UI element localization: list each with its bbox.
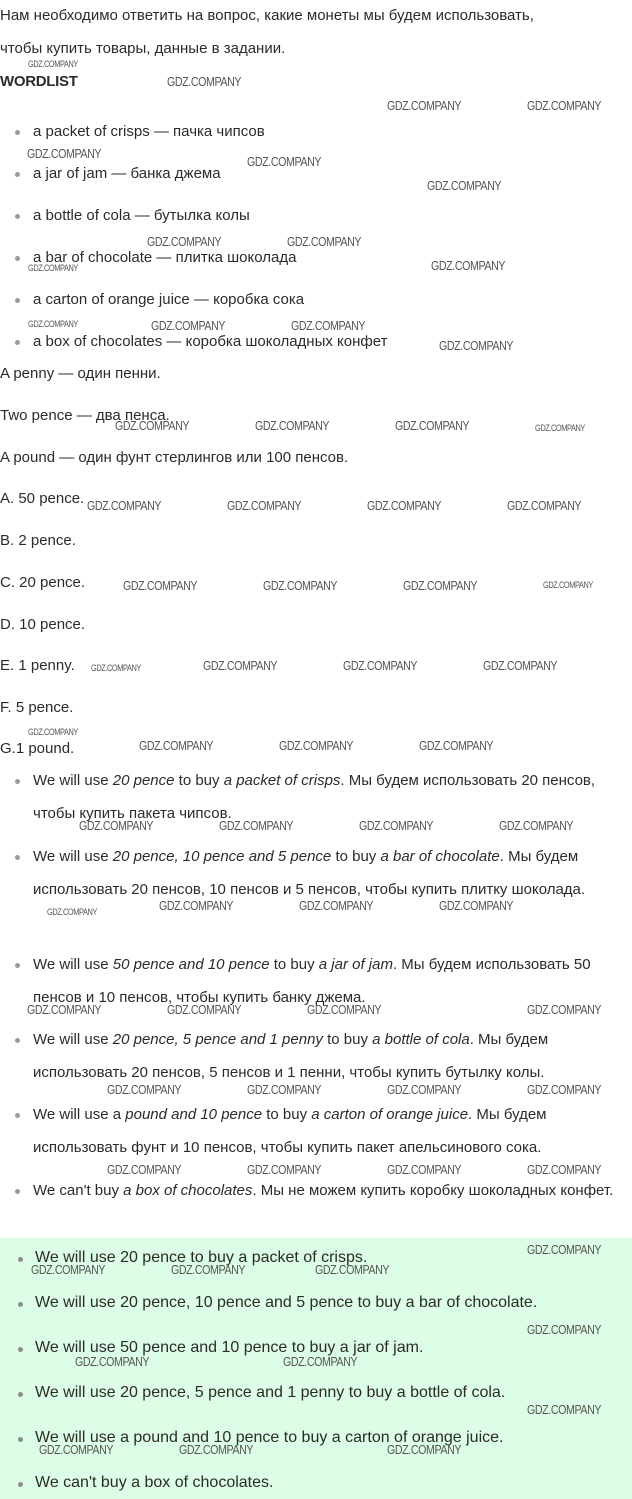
watermark: GDZ.COMPANY bbox=[39, 1442, 114, 1457]
bullet bbox=[15, 298, 20, 303]
summary-item: We will use a pound and 10 pence to buy a carton of orange juice. bbox=[35, 1429, 504, 1446]
watermark: GDZ.COMPANY bbox=[427, 178, 502, 193]
wordlist-item: a bar of chocolate — плитка шоколада bbox=[33, 249, 297, 266]
watermark: GDZ.COMPANY bbox=[299, 898, 374, 913]
watermark: GDZ.COMPANY bbox=[171, 1262, 246, 1277]
watermark: GDZ.COMPANY bbox=[403, 578, 478, 593]
watermark: GDZ.COMPANY bbox=[535, 423, 585, 433]
watermark: GDZ.COMPANY bbox=[507, 498, 582, 513]
watermark: GDZ.COMPANY bbox=[315, 1262, 390, 1277]
answer-text: . Мы не можем купить коробку шоколадных конфет. bbox=[252, 1182, 614, 1199]
watermark: GDZ.COMPANY bbox=[167, 74, 242, 89]
answer-text: . Мы будем использовать 20 пенсов, чтобы купить пакета чипсов. bbox=[33, 772, 596, 822]
watermark: GDZ.COMPANY bbox=[359, 818, 434, 833]
summary-item: We can't buy a box of chocolates. bbox=[35, 1474, 274, 1491]
answer-text: . Мы будем использовать 50 пенсов и 10 пенсов, чтобы купить банку джема. bbox=[33, 956, 591, 1006]
answer-text: to buy bbox=[269, 956, 319, 973]
answer-item bbox=[33, 840, 623, 906]
watermark: GDZ.COMPANY bbox=[287, 234, 362, 249]
option-line: F. 5 pence. bbox=[0, 699, 74, 716]
bullet bbox=[15, 963, 20, 968]
watermark: GDZ.COMPANY bbox=[159, 898, 234, 913]
answer-text: to buy bbox=[322, 1031, 373, 1048]
answer-text: . Мы будем использовать фунт и 10 пенсов, чтобы купить пакет апельсинового сока. bbox=[33, 1106, 547, 1156]
option-line: B. 2 pence. bbox=[0, 532, 76, 549]
answer-item bbox=[33, 1023, 623, 1089]
watermark: GDZ.COMPANY bbox=[499, 818, 574, 833]
watermark: GDZ.COMPANY bbox=[31, 1262, 106, 1277]
watermark: GDZ.COMPANY bbox=[527, 1322, 602, 1337]
watermark: GDZ.COMPANY bbox=[219, 818, 294, 833]
watermark: GDZ.COMPANY bbox=[147, 234, 222, 249]
watermark: GDZ.COMPANY bbox=[291, 318, 366, 333]
bullet bbox=[18, 1302, 23, 1307]
money-line: Two pence — два пенса. bbox=[0, 407, 170, 424]
watermark: GDZ.COMPANY bbox=[343, 658, 418, 673]
watermark: GDZ.COMPANY bbox=[27, 1002, 102, 1017]
answer-item-name: a box of chocolates bbox=[123, 1182, 253, 1199]
answer-text: We will use bbox=[33, 1031, 113, 1048]
watermark: GDZ.COMPANY bbox=[28, 727, 78, 737]
watermark: GDZ.COMPANY bbox=[28, 59, 78, 69]
watermark: GDZ.COMPANY bbox=[247, 1162, 322, 1177]
watermark: GDZ.COMPANY bbox=[307, 1002, 382, 1017]
option-line: G.1 pound. bbox=[0, 740, 75, 757]
watermark: GDZ.COMPANY bbox=[543, 580, 593, 590]
wordlist-item: a jar of jam — банка джема bbox=[33, 165, 221, 182]
watermark: GDZ.COMPANY bbox=[123, 578, 198, 593]
watermark: GDZ.COMPANY bbox=[387, 1162, 462, 1177]
intro-line-2: чтобы купить товары, данные в задании. bbox=[0, 40, 286, 57]
bullet bbox=[15, 1189, 20, 1194]
answer-text: . Мы будем использовать 20 пенсов, 5 пенсов и 1 пенни, чтобы купить бутылку колы. bbox=[33, 1031, 549, 1081]
watermark: GDZ.COMPANY bbox=[527, 1242, 602, 1257]
summary-item: We will use 20 pence, 5 pence and 1 penny to buy a bottle of cola. bbox=[35, 1384, 506, 1401]
answer-coins: 20 pence, 10 pence and 5 pence bbox=[112, 848, 332, 865]
bullet bbox=[15, 1113, 20, 1118]
watermark: GDZ.COMPANY bbox=[255, 418, 330, 433]
answer-text: We will use bbox=[33, 772, 113, 789]
money-line: A pound — один фунт стерлингов или 100 пенсов. bbox=[0, 449, 349, 466]
answer-item bbox=[33, 1098, 623, 1164]
watermark: GDZ.COMPANY bbox=[139, 738, 214, 753]
watermark: GDZ.COMPANY bbox=[167, 1002, 242, 1017]
watermark: GDZ.COMPANY bbox=[527, 1082, 602, 1097]
watermark: GDZ.COMPANY bbox=[263, 578, 338, 593]
summary-item: We will use 20 pence to buy a packet of crisps. bbox=[35, 1249, 368, 1266]
wordlist-item: a packet of crisps — пачка чипсов bbox=[33, 123, 265, 140]
watermark: GDZ.COMPANY bbox=[439, 898, 514, 913]
wordlist-item: a box of chocolates — коробка шоколадных конфет bbox=[33, 333, 388, 350]
watermark: GDZ.COMPANY bbox=[431, 258, 506, 273]
answer-text: We will use bbox=[33, 956, 113, 973]
watermark: GDZ.COMPANY bbox=[87, 498, 162, 513]
bullet bbox=[18, 1392, 23, 1397]
answer-coins: 50 pence and 10 pence bbox=[112, 956, 270, 973]
option-line: D. 10 pence. bbox=[0, 616, 86, 633]
wordlist-title: WORDLIST bbox=[0, 73, 78, 90]
bullet bbox=[18, 1257, 23, 1262]
watermark: GDZ.COMPANY bbox=[439, 338, 514, 353]
answer-coins: 20 pence, 5 pence and 1 penny bbox=[112, 1031, 323, 1048]
answer-item-name: a bottle of cola bbox=[372, 1031, 470, 1048]
bullet bbox=[15, 130, 20, 135]
answer-text: We can't buy bbox=[33, 1182, 124, 1199]
watermark: GDZ.COMPANY bbox=[483, 658, 558, 673]
watermark: GDZ.COMPANY bbox=[107, 1162, 182, 1177]
bullet bbox=[15, 214, 20, 219]
answer-text: . Мы будем использовать 20 пенсов, 10 пенсов и 5 пенсов, чтобы купить плитку шоколада. bbox=[33, 848, 586, 898]
answer-item-name: a jar of jam bbox=[318, 956, 393, 973]
option-line: A. 50 pence. bbox=[0, 490, 85, 507]
answer-coins: pound and 10 pence bbox=[125, 1106, 263, 1123]
watermark: GDZ.COMPANY bbox=[527, 1162, 602, 1177]
watermark: GDZ.COMPANY bbox=[115, 418, 190, 433]
bullet bbox=[15, 340, 20, 345]
watermark: GDZ.COMPANY bbox=[151, 318, 226, 333]
watermark: GDZ.COMPANY bbox=[47, 907, 97, 917]
bullet bbox=[18, 1482, 23, 1487]
watermark: GDZ.COMPANY bbox=[203, 658, 278, 673]
answer-text: to buy bbox=[262, 1106, 312, 1123]
watermark: GDZ.COMPANY bbox=[227, 498, 302, 513]
wordlist-item: a bottle of cola — бутылка колы bbox=[33, 207, 250, 224]
watermark: GDZ.COMPANY bbox=[395, 418, 470, 433]
answer-item-name: a bar of chocolate bbox=[380, 848, 500, 865]
answer-text: We will use a bbox=[33, 1106, 126, 1123]
money-line: A penny — один пенни. bbox=[0, 365, 161, 382]
watermark: GDZ.COMPANY bbox=[387, 98, 462, 113]
option-line: E. 1 penny. bbox=[0, 657, 75, 674]
watermark: GDZ.COMPANY bbox=[367, 498, 442, 513]
watermark: GDZ.COMPANY bbox=[28, 319, 78, 329]
watermark: GDZ.COMPANY bbox=[79, 818, 154, 833]
bullet bbox=[15, 855, 20, 860]
bullet bbox=[15, 256, 20, 261]
watermark: GDZ.COMPANY bbox=[527, 98, 602, 113]
watermark: GDZ.COMPANY bbox=[247, 1082, 322, 1097]
answer-item bbox=[33, 1174, 623, 1207]
answer-text: to buy bbox=[331, 848, 381, 865]
summary-item: We will use 20 pence, 10 pence and 5 pence to buy a bar of chocolate. bbox=[35, 1294, 538, 1311]
watermark: GDZ.COMPANY bbox=[28, 263, 78, 273]
watermark: GDZ.COMPANY bbox=[91, 663, 141, 673]
intro-line-1: Нам необходимо ответить на вопрос, какие монеты мы будем использовать, bbox=[0, 7, 534, 24]
watermark: GDZ.COMPANY bbox=[179, 1442, 254, 1457]
summary-item: We will use 50 pence and 10 pence to buy a jar of jam. bbox=[35, 1339, 424, 1356]
watermark: GDZ.COMPANY bbox=[527, 1402, 602, 1417]
watermark: GDZ.COMPANY bbox=[107, 1082, 182, 1097]
watermark: GDZ.COMPANY bbox=[75, 1354, 150, 1369]
watermark: GDZ.COMPANY bbox=[419, 738, 494, 753]
option-line: C. 20 pence. bbox=[0, 574, 86, 591]
bullet bbox=[18, 1347, 23, 1352]
bullet bbox=[15, 779, 20, 784]
watermark: GDZ.COMPANY bbox=[247, 154, 322, 169]
wordlist-item: a carton of orange juice — коробка сока bbox=[33, 291, 305, 308]
answer-item-name: a carton of orange juice bbox=[311, 1106, 469, 1123]
answer-coins: 20 pence bbox=[112, 772, 175, 789]
answer-item-name: a packet of crisps bbox=[223, 772, 341, 789]
bullet bbox=[15, 172, 20, 177]
answer-text: to buy bbox=[174, 772, 224, 789]
watermark: GDZ.COMPANY bbox=[387, 1082, 462, 1097]
bullet bbox=[15, 1038, 20, 1043]
watermark: GDZ.COMPANY bbox=[279, 738, 354, 753]
watermark: GDZ.COMPANY bbox=[527, 1002, 602, 1017]
watermark: GDZ.COMPANY bbox=[387, 1442, 462, 1457]
bullet bbox=[18, 1437, 23, 1442]
watermark: GDZ.COMPANY bbox=[283, 1354, 358, 1369]
answer-text: We will use bbox=[33, 848, 113, 865]
watermark: GDZ.COMPANY bbox=[27, 146, 102, 161]
